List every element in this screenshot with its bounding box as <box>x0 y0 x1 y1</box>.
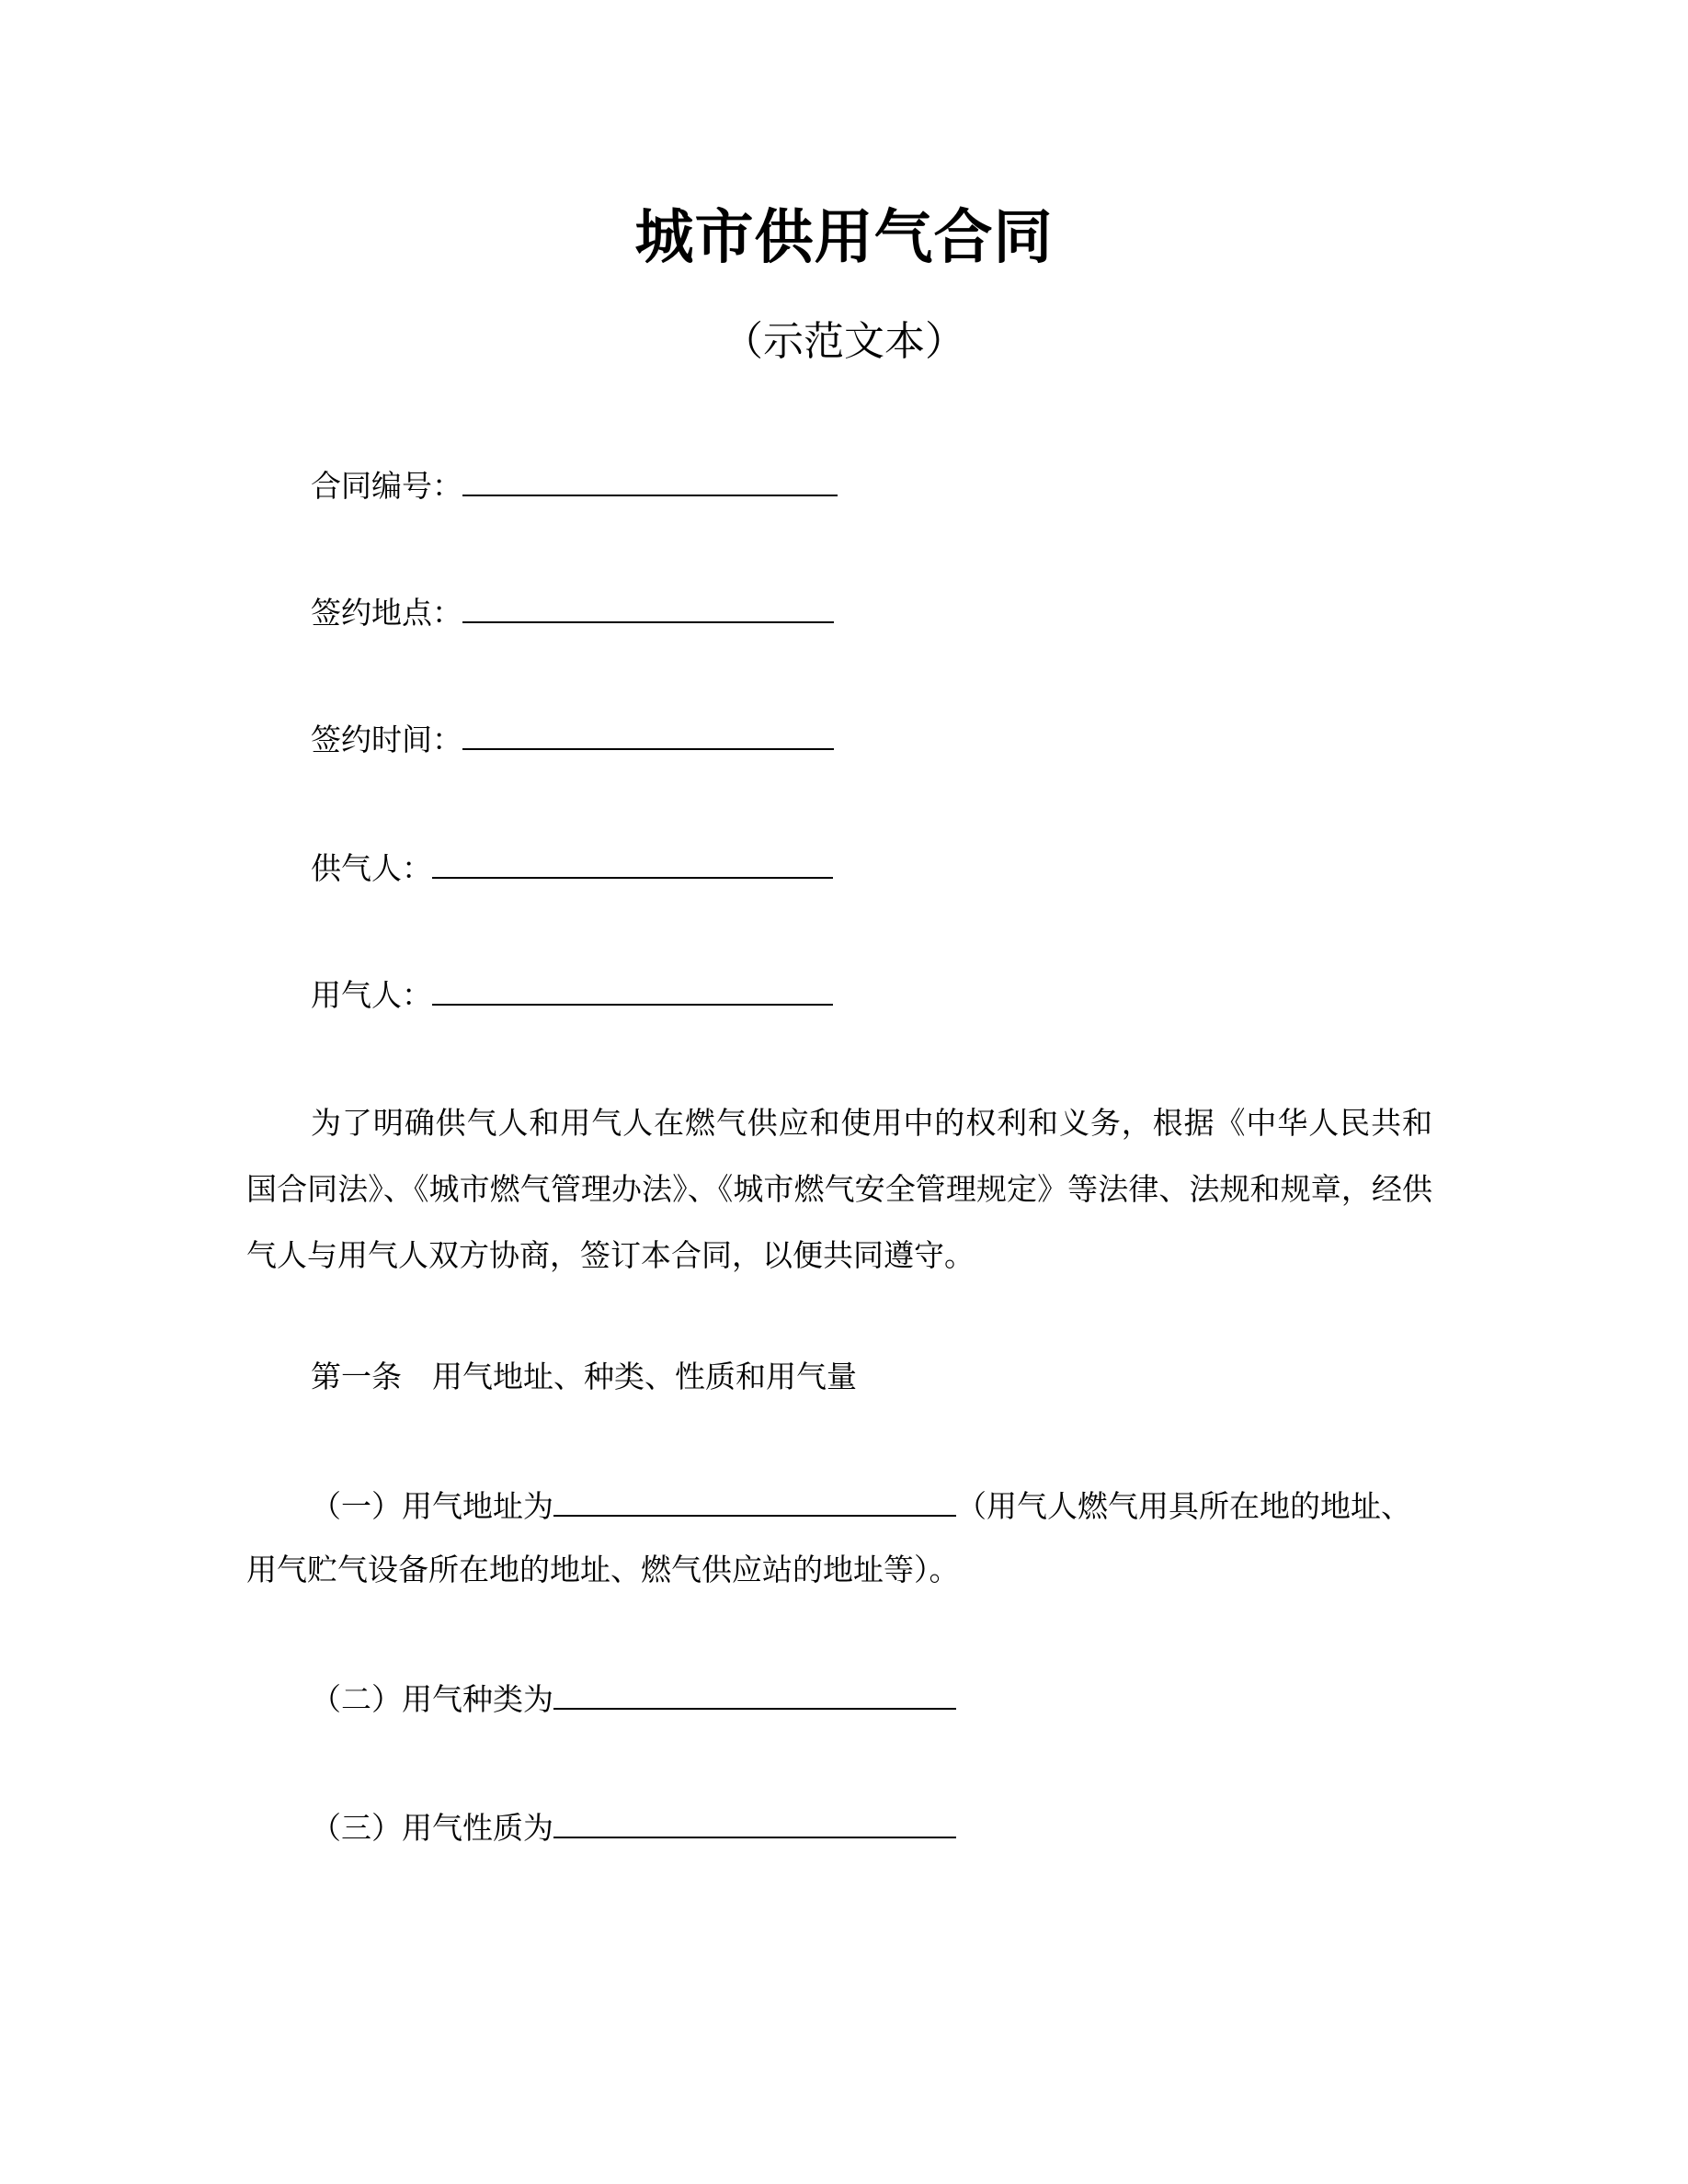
article-1-item-1 <box>311 1482 1411 1529</box>
article-1-heading: 第一条 用气地址、种类、性质和用气量 <box>311 1359 857 1394</box>
item-3-label: （三）用气性质为 <box>311 1810 553 1846</box>
gas-address-blank[interactable] <box>553 1482 956 1517</box>
gas-supplier-blank[interactable] <box>432 844 833 879</box>
signing-place-label: 签约地点： <box>311 595 462 631</box>
intro-paragraph: 为了明确供气人和用气人在燃气供应和使用中的权利和义务，根据《中华人民共和国合同法》、《城市燃气管理办法》、《城市燃气安全管理规定》等法律、法规和规章，经供气人与用气人双方协商，签订本合同，以便共同遵守。 <box>246 1105 1432 1273</box>
signing-place-blank[interactable] <box>462 588 834 623</box>
contract-number-field <box>311 461 838 508</box>
signing-time-blank[interactable] <box>462 715 834 750</box>
signing-place-field <box>311 588 834 635</box>
article-1-item-1-continuation: 用气贮气设备所在地的地址、燃气供应站的地址等）。 <box>246 1552 960 1587</box>
gas-supplier-label: 供气人： <box>311 850 432 886</box>
contract-number-label: 合同编号： <box>311 468 462 504</box>
gas-nature-blank[interactable] <box>553 1803 956 1838</box>
article-1-item-3 <box>311 1803 956 1850</box>
signing-time-field <box>311 715 834 762</box>
gas-type-blank[interactable] <box>553 1675 956 1710</box>
gas-user-field <box>311 971 833 1018</box>
item-1-suffix: （用气人燃气用具所在地的地址、 <box>956 1488 1411 1524</box>
document-title: 城市供用气合同 <box>634 204 1054 272</box>
item-2-label: （二）用气种类为 <box>311 1681 553 1717</box>
gas-supplier-field <box>311 844 833 891</box>
contract-number-blank[interactable] <box>462 461 838 496</box>
article-1-item-2 <box>311 1675 956 1722</box>
document-subtitle: （示范文本） <box>723 318 965 365</box>
gas-user-label: 用气人： <box>311 977 432 1013</box>
signing-time-label: 签约时间： <box>311 722 462 757</box>
gas-user-blank[interactable] <box>432 971 833 1006</box>
item-1-prefix: （一）用气地址为 <box>311 1488 553 1524</box>
